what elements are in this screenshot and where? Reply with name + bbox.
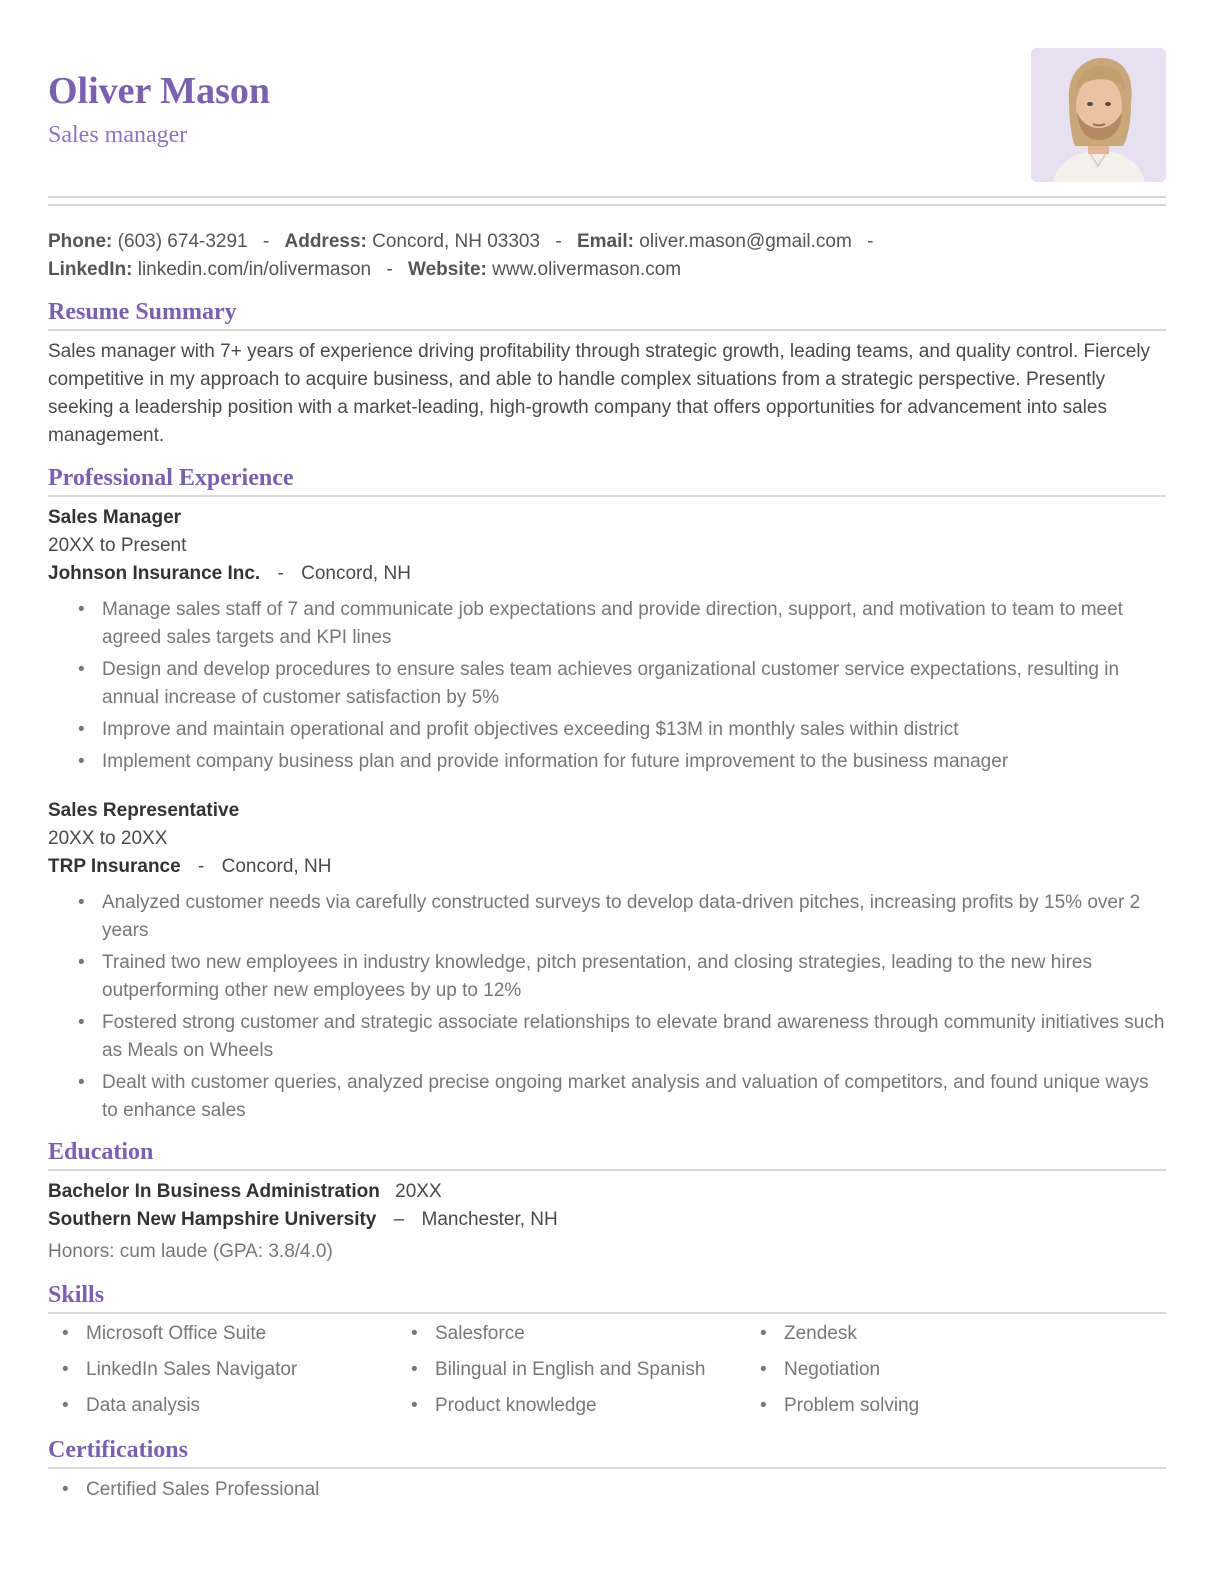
list-item: • Product knowledge bbox=[411, 1392, 760, 1420]
company-name: TRP Insurance bbox=[48, 856, 181, 877]
job-dates: 20XX to Present bbox=[48, 535, 187, 556]
job-title: Sales Manager bbox=[48, 507, 182, 528]
separator: – bbox=[393, 1209, 405, 1230]
summary-heading: Resume Summary bbox=[48, 297, 1166, 331]
job-2-bullets bbox=[78, 889, 1168, 1129]
education-entry bbox=[48, 1178, 1166, 1266]
company-name: Johnson Insurance Inc. bbox=[48, 563, 261, 584]
job-dates: 20XX to 20XX bbox=[48, 828, 168, 849]
job-title: Sales Representative bbox=[48, 800, 240, 821]
profile-photo bbox=[1031, 48, 1166, 182]
contact-info bbox=[48, 228, 1166, 284]
phone-label: Phone: bbox=[48, 231, 113, 252]
school-name: Southern New Hampshire University bbox=[48, 1209, 377, 1230]
email-label: Email: bbox=[576, 231, 634, 252]
list-item: • Data analysis bbox=[62, 1392, 411, 1420]
website-value[interactable]: www.olivermason.com bbox=[492, 259, 682, 280]
list-item: • Salesforce bbox=[411, 1320, 760, 1348]
certifications-heading: Certifications bbox=[48, 1435, 1166, 1469]
list-item: • Analyzed customer needs via carefully constructed surveys to develop data-driven pitches, increasing profits by 15% over 2 years bbox=[78, 889, 1168, 945]
list-item: • Problem solving bbox=[760, 1392, 1109, 1420]
phone-value: (603) 674-3291 bbox=[117, 231, 248, 252]
experience-heading: Professional Experience bbox=[48, 463, 1166, 497]
linkedin-label: LinkedIn: bbox=[48, 259, 133, 280]
job-2-header bbox=[48, 797, 1166, 881]
list-item: • Manage sales staff of 7 and communicate job expectations and provide direction, support, and motivation to team to meet agreed sales targets and KPI lines bbox=[78, 596, 1168, 652]
list-item: • Implement company business plan and provide information for future improvement to the business manager bbox=[78, 748, 1168, 776]
address-label: Address: bbox=[284, 231, 367, 252]
separator: - bbox=[555, 231, 562, 252]
job-location: Concord, NH bbox=[301, 563, 411, 584]
list-item: • Fostered strong customer and strategic associate relationships to elevate brand awareness through community initiatives such as Meals on Wheels bbox=[78, 1009, 1168, 1065]
list-item: • LinkedIn Sales Navigator bbox=[62, 1356, 411, 1384]
education-heading: Education bbox=[48, 1137, 1166, 1171]
separator: - bbox=[386, 259, 393, 280]
header-divider bbox=[48, 196, 1166, 206]
list-item: • Dealt with customer queries, analyzed precise ongoing market analysis and valuation of competitors, and found unique ways to enhance sales bbox=[78, 1069, 1168, 1125]
list-item: • Improve and maintain operational and profit objectives exceeding $13M in monthly sales within district bbox=[78, 716, 1168, 744]
website-label: Website: bbox=[408, 259, 487, 280]
list-item: • Design and develop procedures to ensure sales team achieves organizational customer service expectations, resulting in annual increase of customer satisfaction by 5% bbox=[78, 656, 1168, 712]
list-item: • Negotiation bbox=[760, 1356, 1109, 1384]
degree: Bachelor In Business Administration bbox=[48, 1181, 380, 1202]
skills-list bbox=[62, 1320, 1162, 1420]
certifications-list bbox=[62, 1476, 319, 1504]
list-item: • Bilingual in English and Spanish bbox=[411, 1356, 760, 1384]
separator: - bbox=[867, 231, 874, 252]
separator: - bbox=[277, 563, 284, 584]
job-location: Concord, NH bbox=[221, 856, 332, 877]
portrait-image bbox=[1031, 48, 1166, 182]
candidate-title: Sales manager bbox=[48, 122, 188, 148]
list-item: • Trained two new employees in industry knowledge, pitch presentation, and closing strategies, leading to the new hires outperforming other new employees by up to 12% bbox=[78, 949, 1168, 1005]
job-1-header bbox=[48, 504, 1166, 588]
school-location: Manchester, NH bbox=[421, 1209, 558, 1230]
honors: Honors: cum laude (GPA: 3.8/4.0) bbox=[48, 1241, 333, 1262]
address-value: Concord, NH 03303 bbox=[372, 231, 541, 252]
job-1-bullets bbox=[78, 596, 1168, 780]
email-value[interactable]: oliver.mason@gmail.com bbox=[639, 231, 852, 252]
graduation-year: 20XX bbox=[395, 1181, 442, 1202]
list-item: • Microsoft Office Suite bbox=[62, 1320, 411, 1348]
linkedin-value[interactable]: linkedin.com/in/olivermason bbox=[137, 259, 372, 280]
list-item: • Certified Sales Professional bbox=[62, 1476, 319, 1504]
list-item: • Zendesk bbox=[760, 1320, 1109, 1348]
separator: - bbox=[262, 231, 270, 252]
separator: - bbox=[197, 856, 205, 877]
resume-header bbox=[48, 66, 948, 150]
skills-heading: Skills bbox=[48, 1280, 1166, 1314]
summary-text: Sales manager with 7+ years of experience driving profitability through strategic growth, leading teams, and quality control. Fiercely competitive in my approach to acquire business, and able to handle complex situations from a strategic perspective. Presently seeking a leadership position with a market-leading, high-growth company that offers opportunities for advancement into sales management. bbox=[48, 341, 1151, 446]
candidate-name: Oliver Mason bbox=[48, 70, 271, 112]
